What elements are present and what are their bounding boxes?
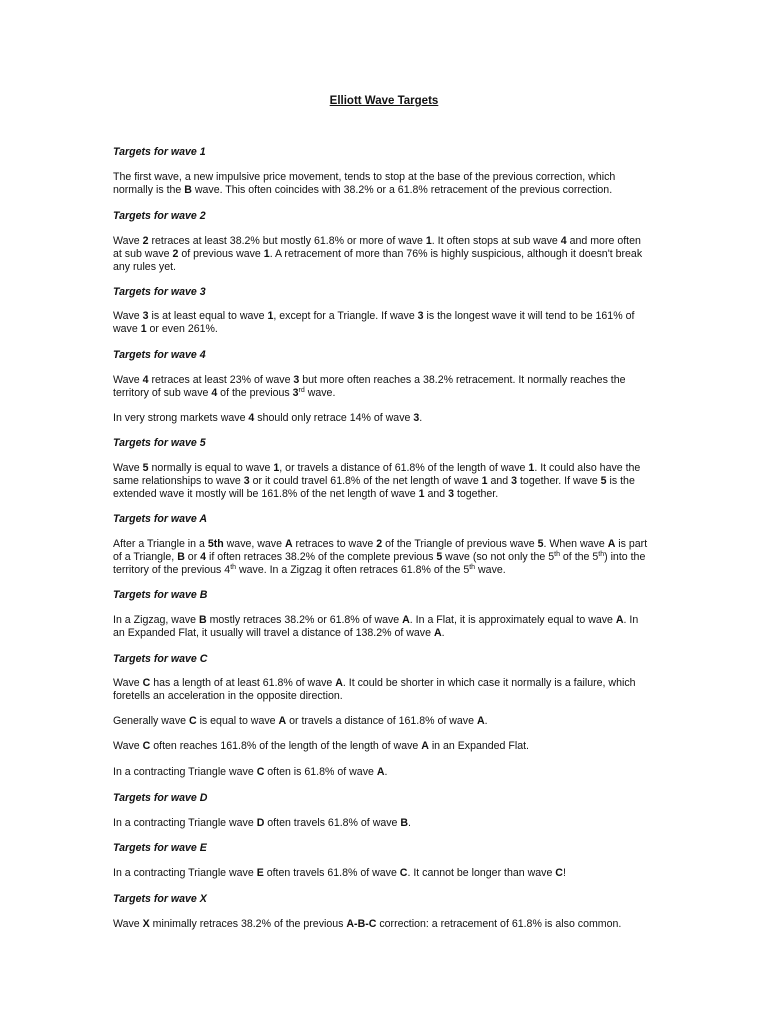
section-heading-wave-x: Targets for wave X bbox=[113, 893, 207, 905]
paragraph-wave-d: In a contracting Triangle wave D often travels 61.8% of wave B. bbox=[113, 817, 411, 829]
section-heading-wave-c: Targets for wave C bbox=[113, 653, 208, 665]
section-heading-wave-e: Targets for wave E bbox=[113, 842, 207, 854]
section-heading-wave-2: Targets for wave 2 bbox=[113, 210, 206, 222]
section-heading-wave-b: Targets for wave B bbox=[113, 589, 208, 601]
paragraph-wave-c-b: Generally wave C is equal to wave A or travels a distance of 161.8% of wave A. bbox=[113, 715, 488, 727]
section-heading-wave-a: Targets for wave A bbox=[113, 513, 207, 525]
paragraph-wave-3: Wave 3 is at least equal to wave 1, except for a Triangle. If wave 3 is the longest wave it will tend to be 161% of wave 1 or even 261%. bbox=[113, 310, 635, 335]
paragraph-wave-e: In a contracting Triangle wave E often travels 61.8% of wave C. It cannot be longer than wave C! bbox=[113, 867, 566, 879]
paragraph-wave-5: Wave 5 normally is equal to wave 1, or travels a distance of 61.8% of the length of wave 1. It could also have the same relationships to wave 3 or it could travel 61.8% of the net length of wave 1 and 3 together. If wave 5 is the extended wave it mostly will be 161.8% of the net length of wave 1 and 3 together. bbox=[113, 462, 641, 500]
paragraph-wave-b: In a Zigzag, wave B mostly retraces 38.2% or 61.8% of wave A. In a Flat, it is approximately equal to wave A. In an Expanded Flat, it usually will travel a distance of 138.2% of wave A. bbox=[113, 614, 639, 639]
paragraph-wave-a: After a Triangle in a 5th wave, wave A retraces to wave 2 of the Triangle of previous wave 5. When wave A is part of a Triangle, B or 4 if often retraces 38.2% of the complete previous 5 wave (so not only the 5th of the 5th) into the territory of the previous 4th wave. In a Zigzag it often retraces 61.8% of the 5th wave. bbox=[113, 538, 648, 576]
section-heading-wave-5: Targets for wave 5 bbox=[113, 437, 206, 449]
paragraph-wave-x: Wave X minimally retraces 38.2% of the previous A-B-C correction: a retracement of 61.8% is also common. bbox=[113, 918, 622, 930]
paragraph-wave-c-d: In a contracting Triangle wave C often is 61.8% of wave A. bbox=[113, 766, 388, 778]
section-heading-wave-4: Targets for wave 4 bbox=[113, 349, 206, 361]
paragraph-wave-c-a: Wave C has a length of at least 61.8% of wave A. It could be shorter in which case it normally is a failure, which foretells an acceleration in the opposite direction. bbox=[113, 677, 636, 702]
paragraph-wave-4-b: In very strong markets wave 4 should only retrace 14% of wave 3. bbox=[113, 412, 423, 424]
paragraph-wave-2: Wave 2 retraces at least 38.2% but mostly 61.8% or more of wave 1. It often stops at sub wave 4 and more often at sub wave 2 of previous wave 1. A retracement of more than 76% is highly suspicious, although it doesn't break any rules yet. bbox=[113, 235, 643, 273]
paragraph-wave-1: The first wave, a new impulsive price movement, tends to stop at the base of the previous correction, which normally is the B wave. This often coincides with 38.2% or a 61.8% retracement of the previous correction. bbox=[113, 171, 616, 196]
section-heading-wave-1: Targets for wave 1 bbox=[113, 146, 206, 158]
document-title: Elliott Wave Targets bbox=[329, 95, 439, 107]
paragraph-wave-c-c: Wave C often reaches 161.8% of the length of the length of wave A in an Expanded Flat. bbox=[113, 740, 529, 752]
section-heading-wave-d: Targets for wave D bbox=[113, 792, 208, 804]
section-heading-wave-3: Targets for wave 3 bbox=[113, 286, 206, 298]
paragraph-wave-4-a: Wave 4 retraces at least 23% of wave 3 but more often reaches a 38.2% retracement. It normally reaches the territory of sub wave 4 of the previous 3rd wave. bbox=[113, 374, 626, 399]
